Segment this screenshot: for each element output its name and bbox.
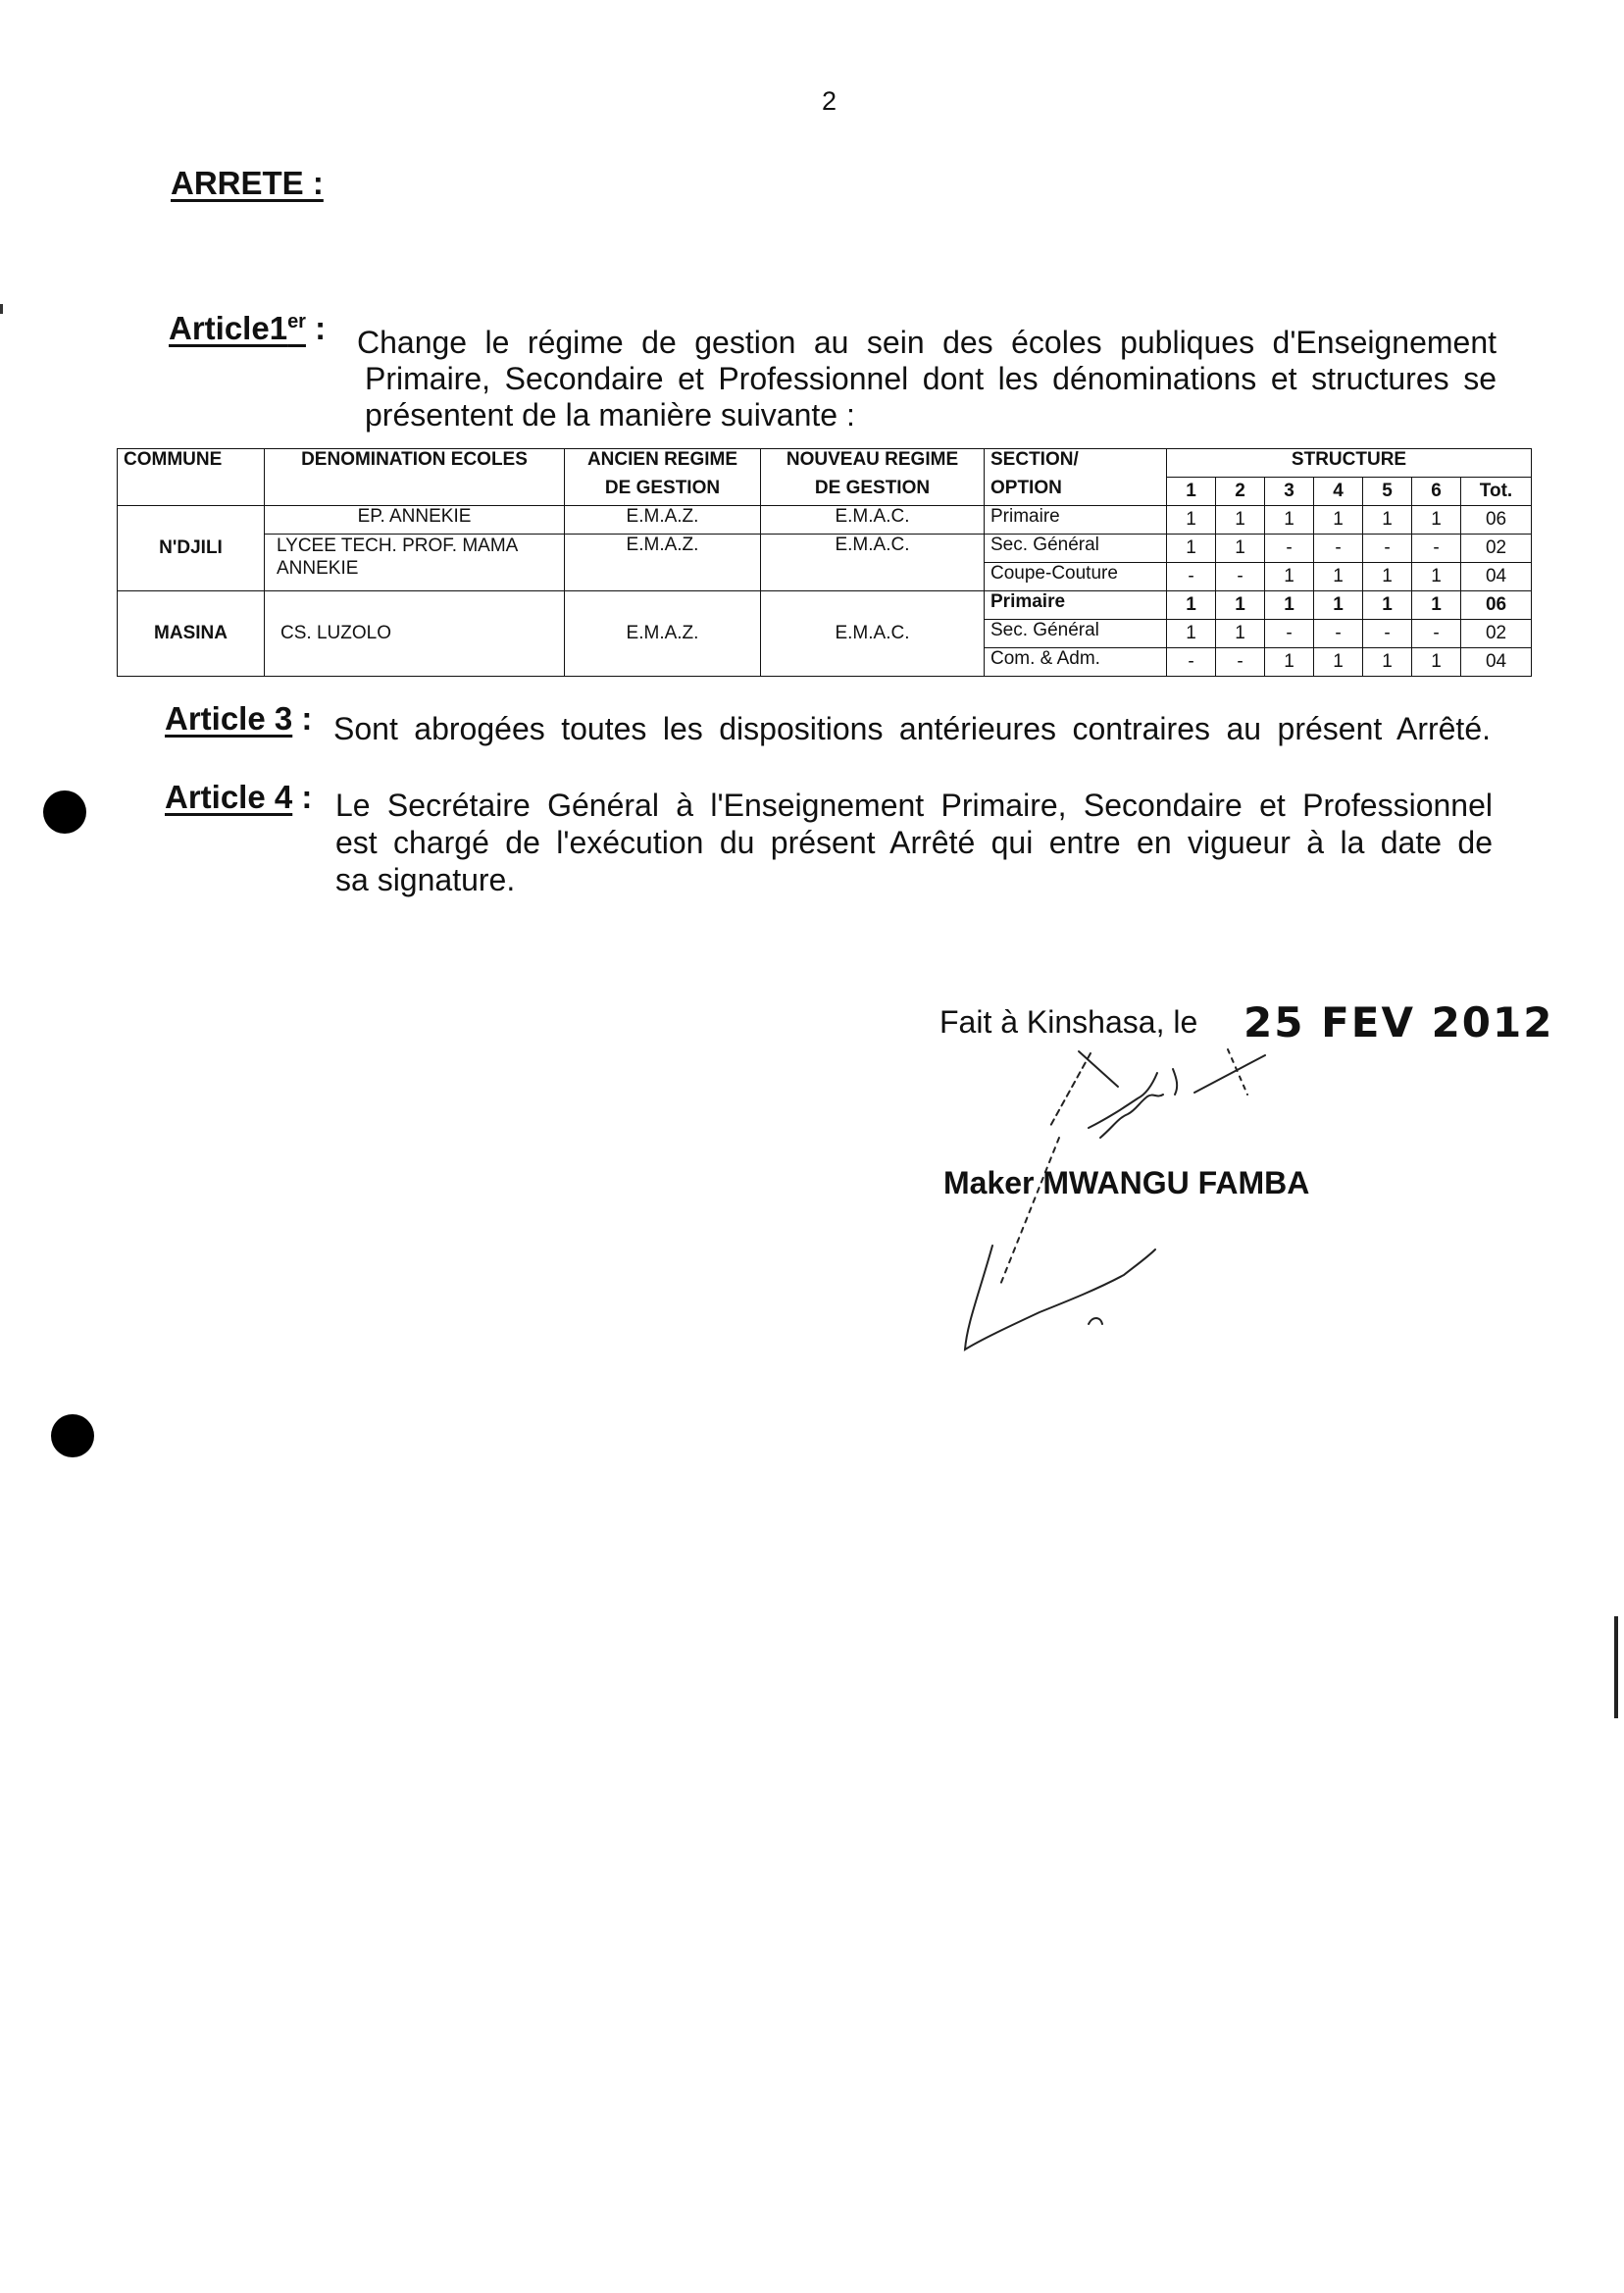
date-stamp: 25 FEV 2012 <box>1243 998 1554 1046</box>
header-section-2: OPTION <box>985 478 1167 506</box>
structure-total: 02 <box>1461 620 1532 648</box>
structure-value: 1 <box>1216 591 1265 620</box>
structure-value: 1 <box>1216 535 1265 563</box>
ancien-regime: E.M.A.Z. <box>565 506 761 535</box>
structure-value: - <box>1265 535 1314 563</box>
structure-value: 1 <box>1216 620 1265 648</box>
scan-edge-mark <box>1614 1616 1618 1718</box>
article4-text <box>335 861 1493 898</box>
structure-value: - <box>1167 648 1216 677</box>
structure-value: 1 <box>1314 648 1363 677</box>
structure-value: 1 <box>1412 563 1461 591</box>
page-number: 2 <box>822 86 837 116</box>
structure-value: - <box>1167 563 1216 591</box>
header-structure: STRUCTURE <box>1167 449 1532 478</box>
header-level: 2 <box>1216 478 1265 506</box>
article1-label-sup: er <box>287 311 306 332</box>
article4-line: est chargé de l'exécution du présent Arrêté qui entre en vigueur à la date de <box>335 825 1493 860</box>
structure-value: 1 <box>1265 591 1314 620</box>
article1-text <box>365 360 1497 397</box>
header-commune: COMMUNE <box>118 449 265 506</box>
article1-label <box>169 310 326 347</box>
commune-cell: MASINA <box>118 591 265 677</box>
nouveau-regime: E.M.A.C. <box>761 535 985 591</box>
article4-text <box>335 787 1493 824</box>
article4-text <box>335 824 1493 861</box>
article1-line: Change le régime de gestion au sein des écoles publiques d'Enseignement <box>357 325 1497 360</box>
article1-colon: : <box>315 310 327 346</box>
structure-value: 1 <box>1216 506 1265 535</box>
article1-text <box>357 324 1497 361</box>
article1-label-text: Article1 <box>169 310 288 346</box>
article1-text <box>365 396 1497 433</box>
structure-value: 1 <box>1167 620 1216 648</box>
commune-cell: N'DJILI <box>118 506 265 591</box>
header-level: 6 <box>1412 478 1461 506</box>
structure-total: 04 <box>1461 648 1532 677</box>
structure-value: 1 <box>1265 506 1314 535</box>
section-option: Sec. Général <box>985 620 1167 648</box>
section-option: Coupe-Couture <box>985 563 1167 591</box>
table-row <box>118 535 1532 563</box>
header-ancien-2: DE GESTION <box>565 478 761 506</box>
structure-value: 1 <box>1363 648 1412 677</box>
structure-value: 1 <box>1363 591 1412 620</box>
structure-value: 1 <box>1314 563 1363 591</box>
article4-label <box>165 779 312 816</box>
signatory-name: Maker MWANGU FAMBA <box>943 1165 1310 1200</box>
structure-total: 06 <box>1461 591 1532 620</box>
title-text: ARRETE : <box>171 165 324 201</box>
structure-value: - <box>1265 620 1314 648</box>
signature-place: Fait à Kinshasa, le <box>939 1004 1198 1040</box>
structure-value: 1 <box>1412 648 1461 677</box>
article4-label-text: Article 4 <box>165 779 293 815</box>
header-ancien: ANCIEN REGIME <box>565 449 761 478</box>
structure-value: 1 <box>1167 535 1216 563</box>
structure-value: 1 <box>1265 563 1314 591</box>
school-name: LYCEE TECH. PROF. MAMA ANNEKIE <box>265 535 565 591</box>
punch-hole <box>51 1414 94 1457</box>
ancien-regime: E.M.A.Z. <box>565 535 761 591</box>
header-section: SECTION/ <box>985 449 1167 478</box>
header-level: 4 <box>1314 478 1363 506</box>
structure-value: - <box>1412 535 1461 563</box>
ancien-regime: E.M.A.Z. <box>565 591 761 677</box>
schools-table <box>117 448 1532 677</box>
article1-line: Primaire, Secondaire et Professionnel dont les dénominations et structures se <box>365 361 1497 396</box>
header-total: Tot. <box>1461 478 1532 506</box>
structure-total: 04 <box>1461 563 1532 591</box>
article1-line: présentent de la manière suivante : <box>365 397 855 433</box>
structure-value: 1 <box>1363 563 1412 591</box>
scan-edge-mark <box>0 304 3 314</box>
document-title <box>171 165 324 202</box>
article3-colon: : <box>301 700 313 737</box>
structure-value: 1 <box>1314 591 1363 620</box>
school-name: CS. LUZOLO <box>265 591 565 677</box>
section-option: Sec. Général <box>985 535 1167 563</box>
header-level: 1 <box>1167 478 1216 506</box>
nouveau-regime: E.M.A.C. <box>761 591 985 677</box>
structure-value: 1 <box>1167 506 1216 535</box>
structure-value: - <box>1216 648 1265 677</box>
section-option: Primaire <box>985 506 1167 535</box>
structure-value: 1 <box>1412 591 1461 620</box>
header-denomination: DENOMINATION ECOLES <box>265 449 565 506</box>
structure-value: - <box>1314 620 1363 648</box>
structure-total: 02 <box>1461 535 1532 563</box>
structure-value: - <box>1363 620 1412 648</box>
structure-value: 1 <box>1265 648 1314 677</box>
structure-value: 1 <box>1167 591 1216 620</box>
structure-value: 1 <box>1363 506 1412 535</box>
table-row <box>118 591 1532 620</box>
structure-value: 1 <box>1412 506 1461 535</box>
header-level: 5 <box>1363 478 1412 506</box>
article4-line: sa signature. <box>335 862 516 897</box>
structure-value: 1 <box>1314 506 1363 535</box>
structure-value: - <box>1314 535 1363 563</box>
article3-label-text: Article 3 <box>165 700 293 737</box>
header-nouveau: NOUVEAU REGIME <box>761 449 985 478</box>
structure-value: - <box>1412 620 1461 648</box>
structure-total: 06 <box>1461 506 1532 535</box>
section-option: Com. & Adm. <box>985 648 1167 677</box>
school-name: EP. ANNEKIE <box>265 506 565 535</box>
article4-line: Le Secrétaire Général à l'Enseignement Primaire, Secondaire et Professionnel <box>335 788 1493 823</box>
article3-label <box>165 700 312 738</box>
structure-value: - <box>1216 563 1265 591</box>
handwritten-signature <box>883 1000 1432 1412</box>
article3-text <box>333 710 1491 747</box>
punch-hole <box>43 790 86 834</box>
header-level: 3 <box>1265 478 1314 506</box>
section-option: Primaire <box>985 591 1167 620</box>
nouveau-regime: E.M.A.C. <box>761 506 985 535</box>
header-nouveau-2: DE GESTION <box>761 478 985 506</box>
table-row <box>118 506 1532 535</box>
structure-value: - <box>1363 535 1412 563</box>
article3-line: Sont abrogées toutes les dispositions antérieures contraires au présent Arrêté. <box>333 711 1491 746</box>
article4-colon: : <box>301 779 313 815</box>
